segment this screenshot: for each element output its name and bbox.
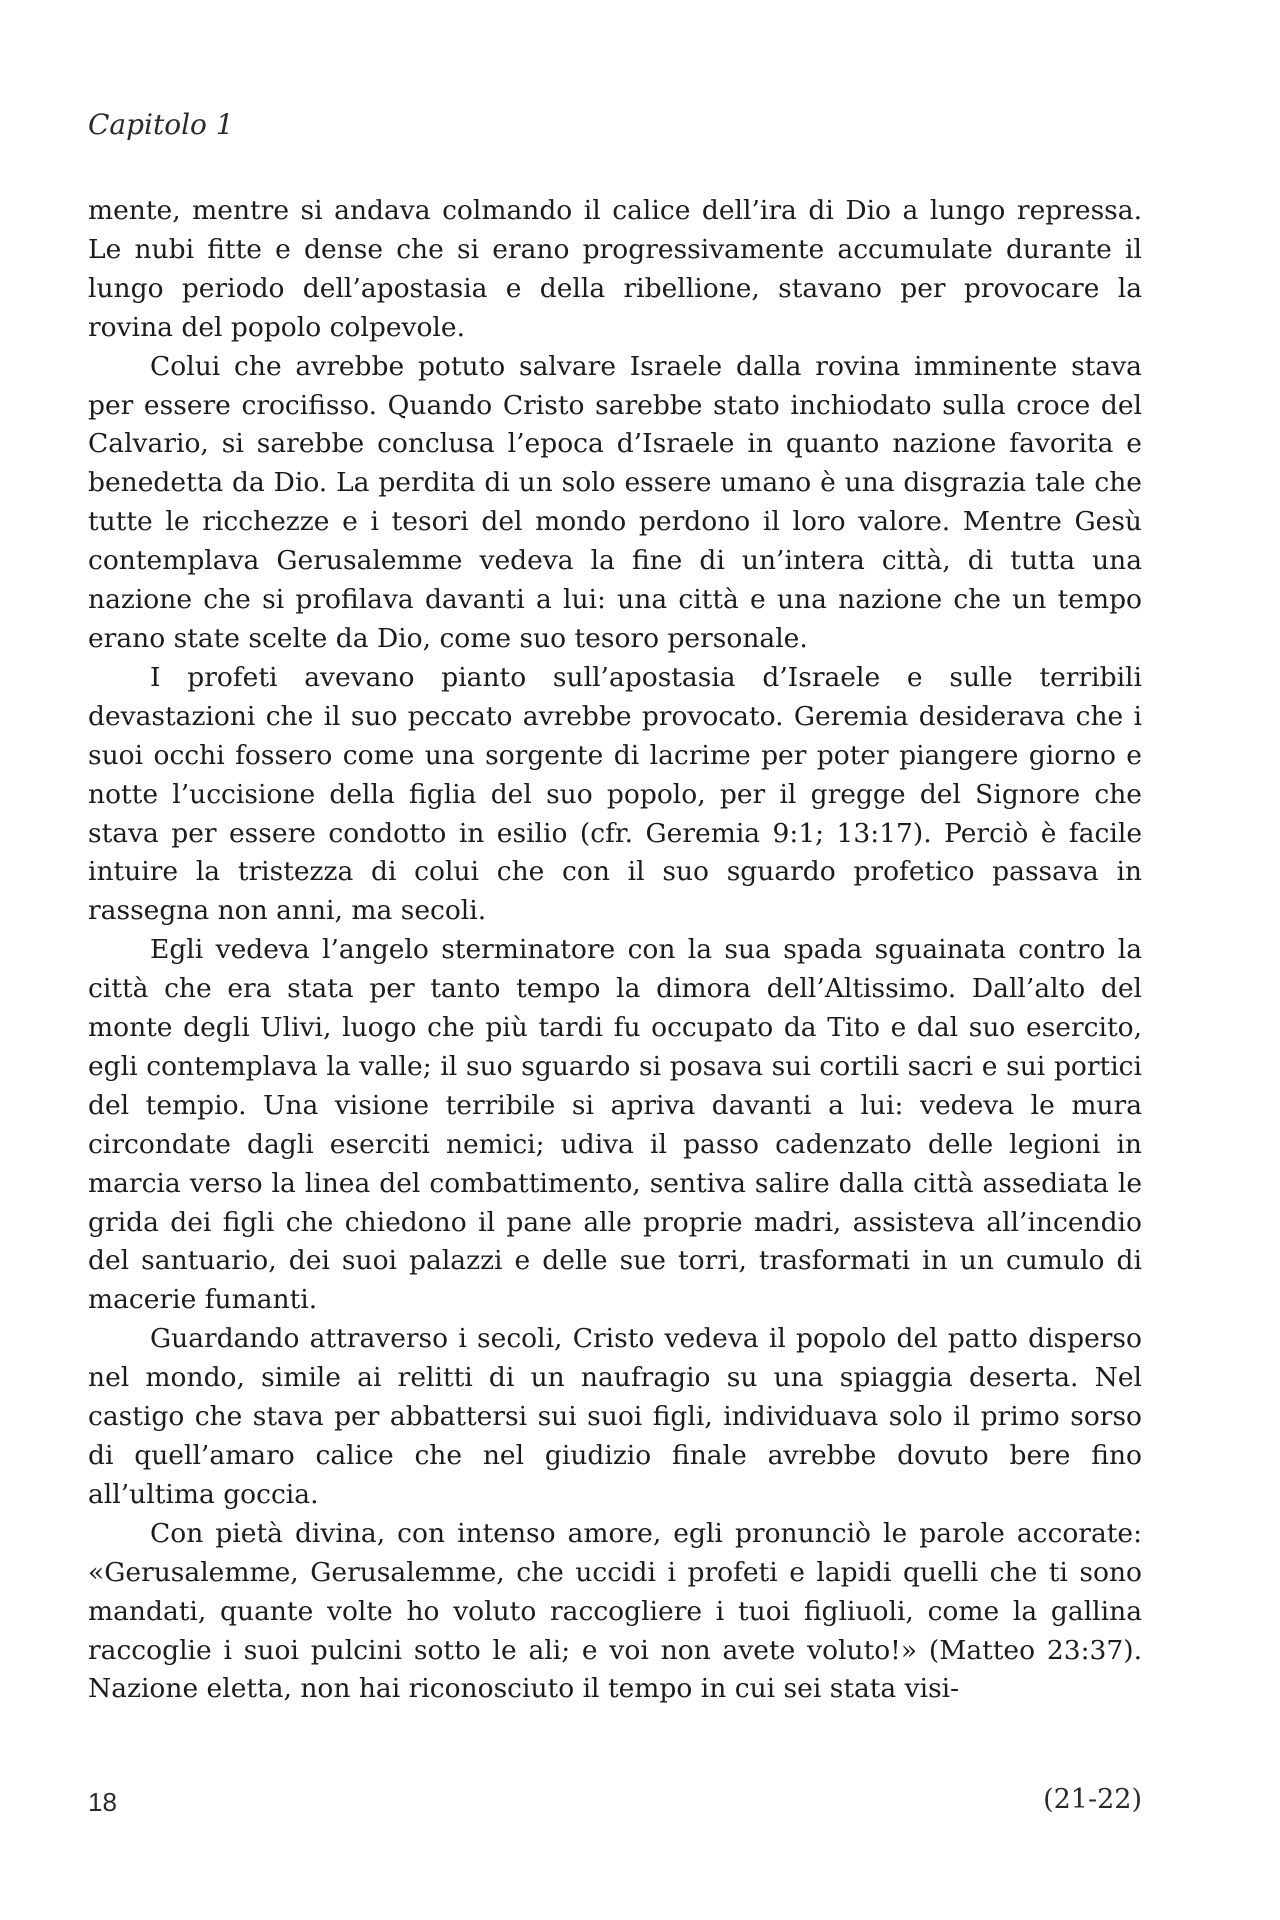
paragraph-5: Guardando attraverso i secoli, Cristo vedeva il popolo del patto disperso nel mondo, simile ai relitti di un naufragio su una spiaggia deserta. Nel castigo che stava per abbattersi sui suoi figli, individuava solo il primo sorso di quell’amaro calice che nel giudizio finale avrebbe dovuto bere fino all’ultima goccia. — [88, 1323, 1142, 1510]
reference-pages: (21-22) — [1043, 1784, 1142, 1815]
paragraph-2: Colui che avrebbe potuto salvare Israele dalla rovina imminente stava per essere crocifisso. Quando Cristo sarebbe stato inchiodato sulla croce del Calvario, si sarebbe conclusa l’epoca d’Israele in quanto nazione favorita e benedetta da Dio. La perdita di un solo essere umano è una disgrazia tale che tutte le ricchezze e i tesori del mondo perdono il loro valore. Mentre Gesù contemplava Gerusalemme vedeva la fine di un’intera città, di tutta una nazione che si profilava davanti a lui: una città e una nazione che un tempo erano state scelte da Dio, come suo tesoro personale. — [88, 350, 1142, 654]
body-text — [88, 192, 1142, 1709]
paragraph-6: Con pietà divina, con intenso amore, egli pronunciò le parole accorate: «Gerusalemme, Gerusalemme, che uccidi i profeti e lapidi quelli che ti sono mandati, quante volte ho voluto raccogliere i tuoi figliuoli, come la gallina raccoglie i suoi pulcini sotto le ali; e voi non avete voluto!» (Matteo 23:37). Nazione eletta, non hai riconosciuto il tempo in cui sei stata visi- — [88, 1517, 1142, 1705]
paragraph-4: Egli vedeva l’angelo sterminatore con la sua spada sguainata contro la città che era stata per tanto tempo la dimora dell’Altissimo. Dall’alto del monte degli Ulivi, luogo che più tardi fu occupato da Tito e dal suo esercito, egli contemplava la valle; il suo sguardo si posava sui cortili sacri e sui portici del tempio. Una visione terribile si apriva davanti a lui: vedeva le mura circondate dagli eserciti nemici; udiva il passo cadenzato delle legioni in marcia verso la linea del combattimento, sentiva salire dalla città assediata le grida dei figli che chiedono il pane alle proprie madri, assisteva all’incendio del santuario, dei suoi palazzi e delle sue torri, trasformati in un cumulo di macerie fumanti. — [88, 934, 1142, 1316]
paragraph-3: I profeti avevano pianto sull’apostasia d’Israele e sulle terribili devastazioni che il suo peccato avrebbe provocato. Geremia desiderava che i suoi occhi fossero come una sorgente di lacrime per poter piangere giorno e notte l’uccisione della figlia del suo popolo, per il gregge del Signore che stava per essere condotto in esilio (cfr. Geremia 9:1; 13:17). Perciò è facile intuire la tristezza di colui che con il suo sguardo profetico passava in rassegna non anni, ma secoli. — [88, 661, 1142, 927]
page-number: 18 — [88, 1787, 117, 1817]
running-head: Capitolo 1 — [88, 108, 234, 141]
paragraph-1: mente, mentre si andava colmando il calice dell’ira di Dio a lungo repressa. Le nubi fitte e dense che si erano progressivamente accumulate durante il lungo periodo dell’apostasia e della ribellione, stavano per provocare la rovina del popolo colpevole. — [88, 195, 1142, 343]
